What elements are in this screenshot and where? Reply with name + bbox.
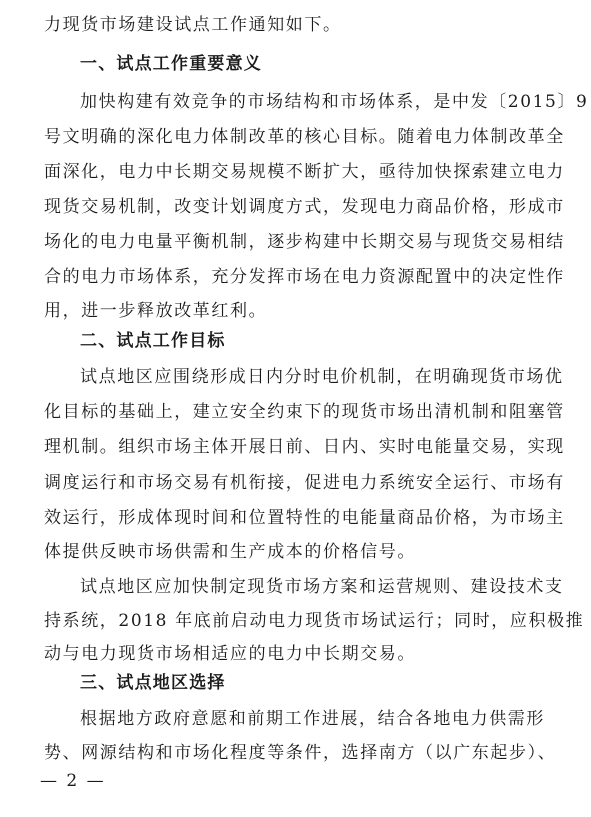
paragraph-line: 效运行，形成体现时间和位置特性的电能量商品价格，为市场主 [44, 508, 565, 528]
paragraph-line: 面深化，电力中长期交易规模不断扩大，亟待加快探索建立电力 [44, 162, 565, 182]
paragraph-line: 用，进一步释放改革红利。 [44, 301, 268, 321]
paragraph-line: 持系统，2018 年底前启动电力现货市场试运行；同时，应积极推 [44, 611, 585, 631]
section-heading-goals: 二、试点工作目标 [80, 331, 226, 351]
paragraph-line: 现货交易机制，改变计划调度方式，发现电力商品价格，形成市 [44, 197, 565, 217]
paragraph-line: 加快构建有效竞争的市场结构和市场体系，是中发〔2015〕9 [80, 92, 589, 112]
paragraph-line: 体提供反映市场供需和生产成本的价格信号。 [44, 542, 416, 562]
paragraph-line: 理机制。组织市场主体开展日前、日内、实时电能量交易，实现 [44, 437, 565, 457]
paragraph-line: 化目标的基础上，建立安全约束下的现货市场出清机制和阻塞管 [44, 402, 565, 422]
paragraph-line: 试点地区应加快制定现货市场方案和运营规则、建设技术支 [80, 577, 564, 597]
paragraph-line: 合的电力市场体系，充分发挥市场在电力资源配置中的决定性作 [44, 267, 565, 287]
paragraph-line: 势、网源结构和市场化程度等条件，选择南方（以广东起步）、 [44, 743, 557, 763]
paragraph-line: 根据地方政府意愿和前期工作进展，结合各地电力供需形 [80, 709, 545, 729]
section-heading-significance: 一、试点工作重要意义 [80, 54, 262, 74]
paragraph-line: 调度运行和市场交易有机衔接，促进电力系统安全运行、市场有 [44, 473, 565, 493]
paragraph-line: 试点地区应围绕形成日内分时电价机制，在明确现货市场优 [80, 367, 564, 387]
intro-line: 力现货市场建设试点工作通知如下。 [44, 15, 342, 35]
section-heading-region-selection: 三、试点地区选择 [80, 673, 226, 693]
page-number: — 2 — [40, 771, 106, 791]
paragraph-line: 号文明确的深化电力体制改革的核心目标。随着电力体制改革全 [44, 127, 565, 147]
paragraph-line: 动与电力现货市场相适应的电力中长期交易。 [44, 644, 416, 664]
paragraph-line: 场化的电力电量平衡机制，逐步构建中长期交易与现货交易相结 [44, 232, 565, 252]
